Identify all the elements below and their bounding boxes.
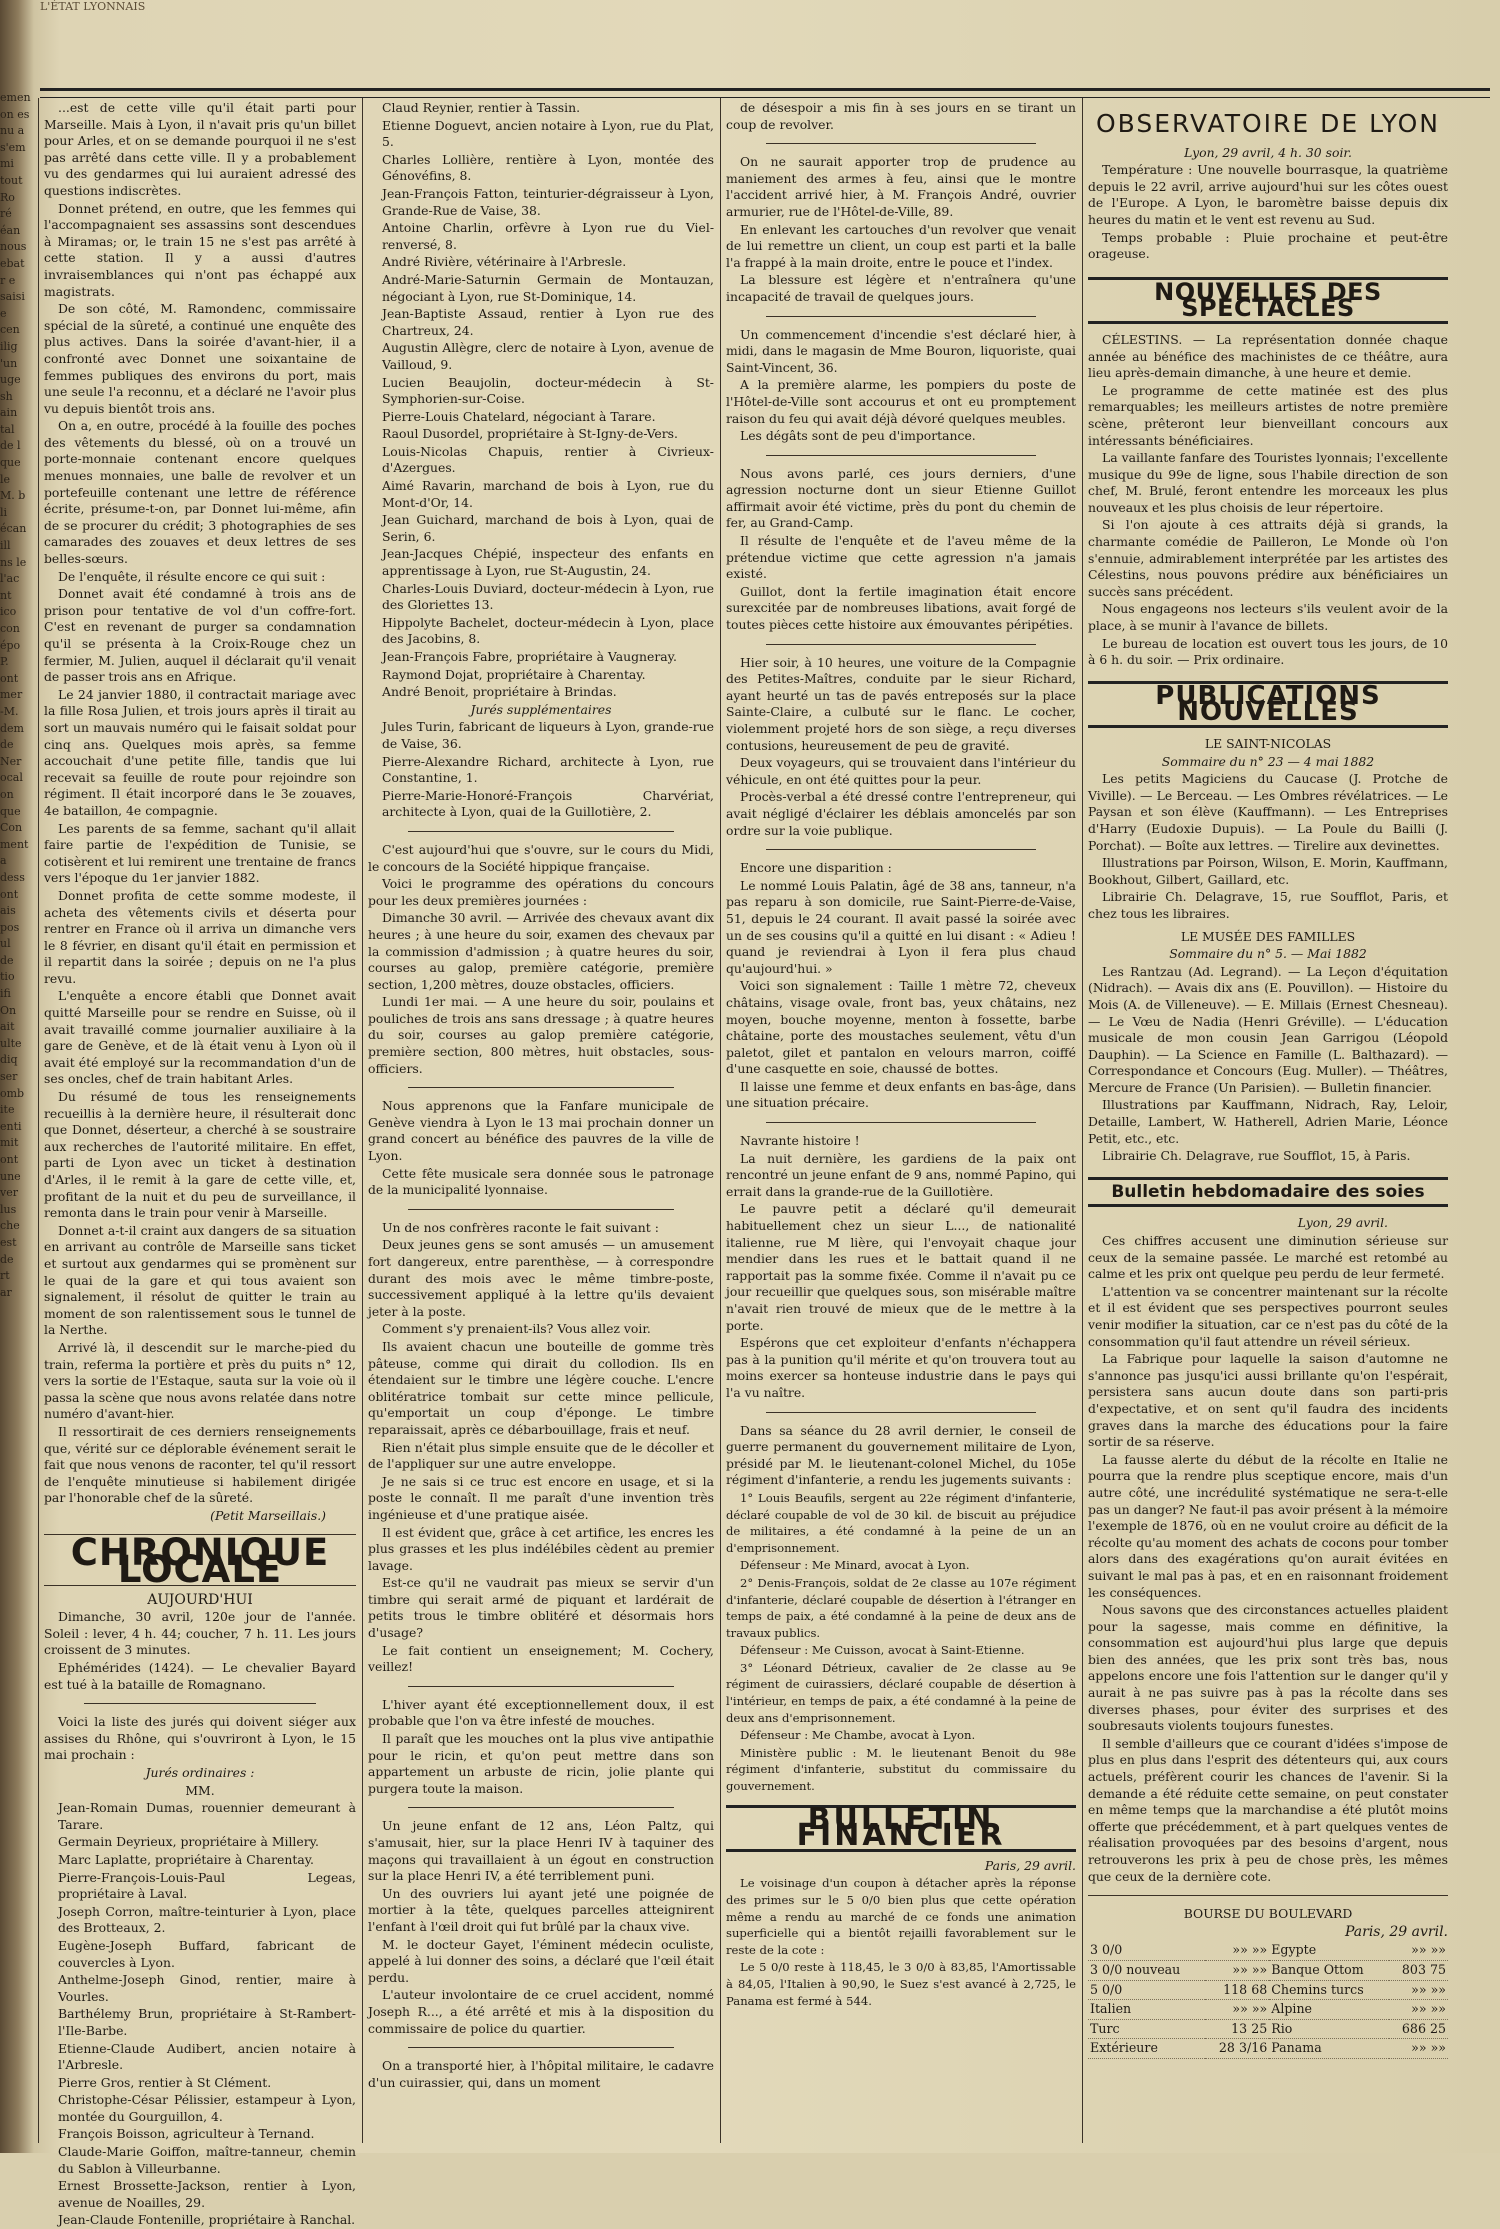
- bourse-row: [1088, 1960, 1448, 1980]
- paragraph: Le voisinage d'un coupon à détacher après la réponse des primes sur le 5 0/0 bien plus que cette opération même a rendu au marché de ce fonds une animation superficielle qui a bientôt rejailli favorablement sur le reste de la cote :: [726, 1876, 1076, 1957]
- paragraph: 3° Léonard Détrieux, cavalier de 2e classe au 9e régiment de cuirassiers, déclaré coupable de désertion à l'intérieur, en temps de paix, a été condamné à la peine de deux ans d'emprisonnement.: [726, 1660, 1076, 1725]
- paragraph: Les parents de sa femme, sachant qu'il allait faire partie de l'expédition de Tunisie, se cotisèrent et lui remirent une trentaine de francs vers l'époque du 1er janvier 1882.: [44, 820, 356, 886]
- paragraph: Librairie Ch. Delagrave, rue Soufflot, 15, à Paris.: [1102, 1148, 1411, 1164]
- paragraph: Donnet profita de cette somme modeste, il acheta des vêtements civils et déserta pour rentrer en France où il arriva un dimanche vers le 8 février, en disant qu'il était en permission et il repartit dans la soirée ; depuis on ne l'a plus revu.: [44, 887, 356, 986]
- juror-entry: Pierre-Alexandre Richard, architecte à Lyon, rue Constantine, 1.: [382, 753, 714, 786]
- left-edge-fragment: sh: [0, 389, 13, 403]
- soies-title: Bulletin hebdomadaire des soies: [1088, 1177, 1448, 1208]
- paragraph: Donnet a-t-il craint aux dangers de sa situation en arrivant au contrôle de Marseille sans ticket et surtout aux gendarmes qui se promènent sur le quai de la gare et qui tous avaient son signalement, il résolut de quitter le train au moment de son ralentissement sous le tunnel de la Nerthe.: [44, 1222, 356, 1338]
- bourse-cell: Banque Ottom: [1269, 1960, 1388, 1980]
- paragraph: Illustrations par Kauffmann, Nidrach, Ray, Leloir, Detaille, Lambert, W. Hatherell, Adrien Marie, Léonce Petit, etc., etc.: [1088, 1097, 1448, 1146]
- left-edge-fragment: que: [0, 456, 21, 470]
- left-edge-fragment: tio: [0, 970, 15, 984]
- bourse-cell: 28 3/16: [1205, 2039, 1270, 2059]
- left-edge-fragment: ont: [0, 671, 19, 685]
- column-rule: [362, 98, 363, 2143]
- left-edge-fragment: le: [0, 472, 11, 486]
- left-edge-fragment: saisi: [0, 290, 25, 304]
- divider: [1088, 1895, 1448, 1896]
- left-edge-fragment: épo: [0, 638, 21, 652]
- juror-entry: Eugène-Joseph Buffard, fabricant de couvercles à Lyon.: [58, 1937, 356, 1970]
- divider: [408, 1686, 674, 1687]
- divider: [408, 1087, 674, 1088]
- divider: [766, 1122, 1036, 1123]
- saint-nicolas-heading: LE SAINT-NICOLAS: [1204, 736, 1332, 751]
- left-edge-fragment: lus: [0, 1202, 17, 1216]
- juror-entry: Charles Lollière, rentière à Lyon, montée des Génovéfins, 8.: [382, 151, 714, 184]
- paragraph: Le 5 0/0 reste à 118,45, le 3 0/0 à 83,85, l'Amortissable à 84,05, l'Italien à 90,90, le Suez s'est avancé à 2,725, le Panama est fermé à 544.: [726, 1960, 1076, 2008]
- paragraph: Voici la liste des jurés qui doivent siéger aux assises du Rhône, qui s'ouvriront à Lyon, le 15 mai prochain :: [44, 1714, 356, 1763]
- paragraph: Comment s'y prenaient-ils? Vous allez voir.: [382, 1321, 651, 1337]
- bulletin-date: Paris, 29 avril.: [984, 1857, 1076, 1873]
- paragraph: Il ressortirait de ces derniers renseignements que, vérité sur ce déplorable événement serait le fait que nous venons de raconter, tel qu'il ressort de l'enquête minutieuse si habilement dirigée par l'honorable chef de la sûreté.: [44, 1423, 356, 1506]
- paragraph: Arrivé là, il descendit sur le marche-pied du train, referma la portière et près du puits n° 12, vers la sortie de l'Estaque, sauta sur la voie où il passa la scène que nous avons relatée dans notre numéro d'avant-hier.: [44, 1339, 356, 1422]
- bourse-row: [1088, 2019, 1448, 2039]
- paragraph: Ils avaient chacun une bouteille de gomme très pâteuse, comme qui dirait du collodion. Ils en étendaient sur le timbre une légère couche. L'encre oblitératrice tombait sur cette mince pellicule, qu'emportait un coup d'éponge. Le timbre reparaissait, après ce débarbouillage, frais et neuf.: [368, 1338, 714, 1437]
- bourse-cell: 803 75: [1389, 1960, 1448, 1980]
- source-signature: (Petit Marseillais.): [210, 1507, 326, 1523]
- paragraph: Nous avons parlé, ces jours derniers, d'une agression nocturne dont un sieur Etienne Guillot affirmait avoir été victime, près du pont du chemin de fer, au Grand-Camp.: [726, 465, 1076, 531]
- paragraph: L'enquête a encore établi que Donnet avait quitté Marseille pour se rendre en Suisse, où il avait travaillé comme journalier auxiliaire à la gare de Genève, et de là était venu à Lyon où il avait été employé sur la recommandation d'un de ses oncles, chef de train habitant Arles.: [44, 988, 356, 1087]
- left-edge-fragment: ser: [0, 1070, 18, 1084]
- paragraph: Température : Une nouvelle bourrasque, la quatrième depuis le 22 avril, arrive aujourd'hui sur les côtes ouest de l'Europe. A Lyon, le baromètre baisse depuis dix heures du matin et le vent est revenu au Sud.: [1088, 162, 1448, 227]
- left-edge-fragment: ebat: [0, 256, 25, 270]
- paragraph: Donnet avait été condamné à trois ans de prison pour tentative de vol d'un coffre-fort. C'est en revenant de purger sa condamnation qu'il se présenta à la Croix-Rouge chez un fermier, M. Julien, auquel il déclarait qu'il venait de passer trois ans en Afrique.: [44, 586, 356, 685]
- left-edge-fragment: pos: [0, 920, 20, 934]
- paragraph: Hier soir, à 10 heures, une voiture de la Compagnie des Petites-Maîtres, conduite par le sieur Richard, ayant heurté un tas de pavés entreposés sur la place Sainte-Claire, a culbuté sur le flanc. Le cocher, violemment projeté hors de son siège, a reçu diverses contusions, heureusement de peu de gravité.: [726, 654, 1076, 753]
- paragraph: Lundi 1er mai. — A une heure du soir, poulains et pouliches de trois ans sans dressage ; à quatre heures du soir, courses au galop première catégorie, première section, 800 mètres, huit obstacles, sous-officiers.: [368, 994, 714, 1076]
- left-edge-fragment: cen: [0, 323, 20, 337]
- juror-entry: Hippolyte Bachelet, docteur-médecin à Lyon, place des Jacobins, 8.: [382, 614, 714, 647]
- bourse-cell: 5 0/0: [1088, 1980, 1205, 2000]
- divider: [408, 1807, 674, 1808]
- divider: [84, 1703, 316, 1704]
- bourse-cell: »» »»: [1205, 2000, 1270, 2020]
- paragraph: Dimanche, 30 avril, 120e jour de l'année. Soleil : lever, 4 h. 44; coucher, 7 h. 11. Les jours croissent de 3 minutes.: [44, 1609, 356, 1658]
- paragraph: M. le docteur Gayet, l'éminent médecin oculiste, appelé à lui donner des soins, a déclaré que l'œil était perdu.: [368, 1936, 714, 1985]
- left-edge-fragment: li: [0, 505, 8, 519]
- juror-entry: Louis-Nicolas Chapuis, rentier à Civrieux-d'Azergues.: [382, 443, 714, 476]
- paragraph: Un de nos confrères raconte le fait suivant :: [382, 1219, 659, 1235]
- bourse-cell: Extérieure: [1088, 2039, 1205, 2059]
- bourse-cell: »» »»: [1389, 2000, 1448, 2020]
- paragraph: ...est de cette ville qu'il était parti pour Marseille. Mais à Lyon, il n'avait pris qu'un billet pour Arles, et on se demande pourquoi il ne s'est pas arrêté dans cette ville. Il y a probablement vu des gendarmes qui lui auraient adressé des questions indiscrètes.: [44, 100, 356, 198]
- juror-entry: Raoul Dusordel, propriétaire à St-Igny-de-Vers.: [382, 426, 678, 442]
- paragraph: Nous savons que des circonstances actuelles plaident pour la sagesse, mais comme en définitive, la consommation est aujourd'hui plus large que depuis bien des années, que les prix sont très bas, nous appelons encore une fois l'attention sur le danger qu'il y aurait à ne pas suivre pas à pas la récolte dans ses diverses phases, pour éviter des surprises et des soubresauts violents toujours funestes.: [1088, 1602, 1448, 1734]
- paragraph: Navrante histoire !: [740, 1133, 860, 1149]
- publications-title: PUBLICATIONS NOUVELLES: [1088, 681, 1448, 728]
- paragraph: Défenseur : Me Minard, avocat à Lyon.: [740, 1558, 970, 1573]
- left-edge-fragment: On: [0, 1003, 17, 1017]
- bourse-cell: Panama: [1269, 2039, 1388, 2059]
- bourse-row: [1088, 1941, 1448, 1960]
- column-1: [44, 100, 356, 2228]
- juror-entry: Raymond Dojat, propriétaire à Charentay.: [382, 666, 646, 682]
- left-edge-fragment: écan: [0, 522, 27, 536]
- left-edge-fragment: de: [0, 953, 14, 967]
- paragraph: Dans sa séance du 28 avril dernier, le conseil de guerre permanent du gouvernement militaire de Lyon, présidé par M. le lieutenant-colonel Michel, du 105e régiment d'infanterie, a rendu les jugements suivants :: [726, 1422, 1076, 1488]
- bourse-cell: »» »»: [1205, 1960, 1270, 1980]
- bourse-cell: Turc: [1088, 2019, 1205, 2039]
- juror-entry: Aimé Ravarin, marchand de bois à Lyon, rue du Mont-d'Or, 14.: [382, 478, 714, 510]
- paragraph: Le programme de cette matinée est des plus remarquables; les meilleurs artistes de notre première scène, prêteront leur bienveillant concours aux intéressants bénéficiaires.: [1088, 382, 1448, 448]
- bourse-cell: »» »»: [1389, 1941, 1448, 1960]
- mm-label: MM.: [185, 1782, 215, 1798]
- paragraph: 2° Denis-François, soldat de 2e classe au 107e régiment d'infanterie, déclaré coupable de désertion à l'étranger en temps de paix, a été condamné à la peine de deux ans de travaux publics.: [726, 1575, 1076, 1640]
- juror-entry: Germain Deyrieux, propriétaire à Millery.: [58, 1834, 319, 1850]
- left-edge-fragment: e: [0, 306, 7, 320]
- paragraph: C'est aujourd'hui que s'ouvre, sur le cours du Midi, le concours de la Société hippique française.: [368, 841, 714, 874]
- left-edge-fragment: ilig: [0, 339, 18, 353]
- left-edge-fragment: ico: [0, 605, 17, 619]
- paragraph: Les Rantzau (Ad. Legrand). — La Leçon d'équitation (Nidrach). — Avais dix ans (E. Pouvillon). — Histoire du Mois (A. de Villeneuve). — E. Millais (Ernest Chesneau). — Le Vœu de Nadia (Henri Gréville). — L'éducation musicale de mon cousin Jean Garrigou (Léopold Dauphin). — La Science en Famille (L. Balthazard). — Correspondance et Concours (Eug. Muller). — Théâtres, Mercure de France (Un Parisien). — Bulletin financier.: [1088, 963, 1448, 1095]
- bourse-cell: »» »»: [1205, 1941, 1270, 1960]
- left-edge-fragment: éan: [0, 223, 21, 237]
- paragraph: Défenseur : Me Cuisson, avocat à Saint-Etienne.: [740, 1643, 1025, 1658]
- bourse-cell: Chemins turcs: [1269, 1980, 1388, 2000]
- paragraph: Voici son signalement : Taille 1 mètre 72, cheveux châtains, visage ovale, front bas, yeux châtains, nez moyen, bouche moyenne, menton à fossette, barbe châtaine, porte des moustaches seulement, vêtu d'un paletot, gilet et pantalon en velours marron, coiffé d'une casquette en soie, chaussé de bottes.: [726, 978, 1076, 1077]
- paragraph: Défenseur : Me Chambe, avocat à Lyon.: [740, 1728, 976, 1743]
- observatoire-title: OBSERVATOIRE DE LYON: [1095, 109, 1441, 138]
- juror-entry: Anthelme-Joseph Ginod, rentier, maire à Vourles.: [58, 1972, 356, 2004]
- paragraph: Le pauvre petit a déclaré qu'il demeurait habituellement chez un sieur L..., de nationalité italienne, rue M lière, qui l'envoyait chaque jour mendier dans les rues et le battait quand il ne rapportait pas la somme fixée. Comme il n'avait pu ce jour recueillir que quelques sous, son misérable maître n'avait rien trouvé de mieux que de le mettre à la porte.: [726, 1201, 1076, 1333]
- left-edge-fragment: ul: [0, 937, 11, 951]
- bourse-cell: Rio: [1269, 2019, 1388, 2039]
- juror-entry: François Boisson, agriculteur à Ternand.: [58, 2126, 315, 2142]
- left-edge-column-fragment: [0, 90, 36, 2150]
- left-edge-fragment: nt: [0, 588, 12, 602]
- bourse-row: [1088, 2039, 1448, 2059]
- paragraph: Temps probable : Pluie prochaine et peut-être orageuse.: [1088, 229, 1448, 262]
- paragraph: Ces chiffres accusent une diminution sérieuse sur ceux de la semaine passée. Le marché est retombé au calme et les prix ont quelque peu perdu de leur fermeté.: [1088, 1233, 1448, 1282]
- left-edge-fragment: enti: [0, 1119, 22, 1133]
- left-edge-fragment: a: [0, 854, 7, 868]
- juror-entry: Christophe-César Pélissier, estampeur à Lyon, montée du Gourguillon, 4.: [58, 2092, 356, 2124]
- bourse-cell: Egypte: [1269, 1941, 1388, 1960]
- divider: [766, 1412, 1036, 1413]
- juror-entry: Etienne-Claude Audibert, ancien notaire à l'Arbresle.: [58, 2040, 356, 2073]
- bourse-date: Paris, 29 avril.: [1344, 1923, 1448, 1940]
- left-edge-fragment: r e: [0, 273, 16, 287]
- juror-entry: André Rivière, vétérinaire à l'Arbresle.: [382, 254, 627, 270]
- paragraph: Les petits Magiciens du Caucase (J. Protche de Viville). — Le Berceau. — Les Ombres révélatrices. — Le Paysan et son élève (Kauffmann). — Les Entreprises d'Harry (Eudoxie Dupuis). — La Poule du Bailli (J. Porchat). — Boîte aux lettres. — Tirelire aux devinettes.: [1088, 771, 1448, 853]
- paragraph: Est-ce qu'il ne vaudrait pas mieux se servir d'un timbre qui serait armé de piquant et lardérait de petits trous le timbre oblitéré et désormais hors d'usage?: [368, 1575, 714, 1641]
- left-edge-fragment: l'ac: [0, 572, 20, 586]
- juror-entry: Etienne Doguevt, ancien notaire à Lyon, rue du Plat, 5.: [382, 117, 714, 150]
- juror-entry: Jean-Baptiste Assaud, rentier à Lyon rue des Chartreux, 24.: [382, 306, 714, 338]
- left-edge-fragment: ill: [0, 539, 11, 553]
- juror-entry: Jean-François Fatton, teinturier-dégraisseur à Lyon, Grande-Rue de Vaise, 38.: [382, 185, 714, 218]
- bourse-cell: 118 68: [1205, 1980, 1270, 2000]
- left-edge-fragment: tal: [0, 422, 15, 436]
- paragraph: Librairie Ch. Delagrave, 15, rue Soufflot, Paris, et chez tous les libraires.: [1088, 889, 1448, 921]
- juror-entry: Jules Turin, fabricant de liqueurs à Lyon, grande-rue de Vaise, 36.: [382, 719, 714, 751]
- juror-entry: Marc Laplatte, propriétaire à Charentay.: [58, 1851, 314, 1867]
- paragraph: Espérons que cet exploiteur d'enfants n'échappera pas à la punition qu'il mérite et qu'on trouvera tout au moins exercer sa honteuse industrie dans le pays qui l'a vu naître.: [726, 1335, 1076, 1400]
- paragraph: Il paraît que les mouches ont la plus vive antipathie pour le ricin, et qu'on peut mettre dans son appartement un arbuste de ricin, jolie plante qui purgera toute la maison.: [368, 1731, 714, 1796]
- paragraph: de désespoir a mis fin à ses jours en se tirant un coup de revolver.: [726, 100, 1076, 132]
- left-edge-fragment: emen: [0, 91, 31, 104]
- divider: [408, 831, 674, 832]
- paragraph: L'attention va se concentrer maintenant sur la récolte et il est évident que ses perspectives pourront seules venir modifier la situation, car ce n'est pas du côté de la consommation qu'il faut attendre un réveil sérieux.: [1088, 1283, 1448, 1349]
- paragraph: Donnet prétend, en outre, que les femmes qui l'accompagnaient ses assassins sont descendues à Miramas; or, le train 15 ne s'est pas arrêté à cette station. Il y a aussi d'autres invraisemblances qui n'ont pas échappé aux magistrats.: [44, 200, 356, 299]
- jures-ordinaires-heading: Jurés ordinaires :: [145, 1765, 255, 1780]
- bourse-cell: Alpine: [1269, 2000, 1388, 2020]
- left-edge-fragment: on es: [0, 107, 30, 121]
- juror-entry: Pierre-François-Louis-Paul Legeas, propriétaire à Laval.: [58, 1869, 356, 1902]
- paragraph: 1° Louis Beaufils, sergent au 22e régiment d'infanterie, déclaré coupable de vol de 30 kil. de biscuit au préjudice de militaires, a été condamné à la peine de un an d'emprisonnement.: [726, 1490, 1076, 1555]
- paragraph: La blessure est légère et n'entraînera qu'une incapacité de travail de quelques jours.: [726, 272, 1076, 304]
- bulletin-financier-title: BULLETIN FINANCIER: [726, 1805, 1076, 1852]
- paragraph: Deux voyageurs, qui se trouvaient dans l'intérieur du véhicule, en ont été quittes pour la peur.: [726, 755, 1076, 787]
- left-edge-fragment: dem: [0, 721, 24, 735]
- juror-entry: Pierre Gros, rentier à St Clément.: [58, 2074, 272, 2090]
- paragraph: Le 24 janvier 1880, il contractait mariage avec la fille Rosa Julien, et trois jours après il tirait au sort un mauvais numéro qui le faisait soldat pour cinq ans. Quelques mois après, sa femme accouchait d'une petite fille, tandis que lui recevait sa feuille de route pour rejoindre son régiment. Il était incorporé dans le 3e zouaves, 4e bataillon, 4e compagnie.: [44, 686, 356, 818]
- left-edge-fragment: Con: [0, 821, 23, 835]
- paragraph: La nuit dernière, les gardiens de la paix ont rencontré un jeune enfant de 9 ans, nommé Papino, qui errait dans la grande-rue de la Guillotière.: [726, 1150, 1076, 1199]
- left-edge-fragment: Ner: [0, 754, 22, 768]
- column-2: [368, 100, 714, 2140]
- left-edge-fragment: ar: [0, 1285, 12, 1299]
- left-edge-fragment: che: [0, 1219, 20, 1233]
- bourse-cell: »» »»: [1389, 1980, 1448, 2000]
- bourse-cell: 3 0/0: [1088, 1941, 1205, 1960]
- left-edge-fragment: on: [0, 787, 14, 801]
- paragraph: Illustrations par Poirson, Wilson, E. Morin, Kauffmann, Bookhout, Gilbert, Gaillard, etc.: [1088, 855, 1448, 887]
- left-edge-fragment: M. b: [0, 489, 26, 503]
- musee-familles-heading: LE MUSÉE DES FAMILLES: [1180, 928, 1356, 944]
- soies-date: Lyon, 29 avril.: [1297, 1215, 1388, 1231]
- paragraph: On a transporté hier, à l'hôpital militaire, le cadavre d'un cuirassier, qui, dans un moment: [368, 2058, 714, 2090]
- paragraph: La Fabrique pour laquelle la saison d'automne ne s'annonce pas jusqu'ici aussi brillante qu'on l'espérait, persistera sans aucun doute dans son parti-pris d'expectative, et on sent qu'il faudra des incidents graves dans la marche des éducations pour la faire sortir de sa réserve.: [1088, 1351, 1448, 1450]
- juror-entry: Charles-Louis Duviard, docteur-médecin à Lyon, rue des Gloriettes 13.: [382, 580, 714, 613]
- left-edge-fragment: est: [0, 1235, 17, 1249]
- left-edge-fragment: nu a: [0, 124, 25, 138]
- juror-entry: Pierre-Marie-Honoré-François Charvériat, architecte à Lyon, quai de la Guillotière, 2.: [382, 787, 714, 820]
- bourse-title: BOURSE DU BOULEVARD: [1183, 1906, 1353, 1922]
- left-edge-fragment: con: [0, 622, 20, 635]
- left-edge-fragment: mi: [0, 157, 14, 171]
- juror-entry: Ernest Brossette-Jackson, rentier à Lyon, avenue de Noailles, 29.: [58, 2178, 356, 2210]
- paragraph: Il semble d'ailleurs que ce courant d'idées s'impose de plus en plus dans l'esprit des détenteurs qui, aux cours actuels, préfèrent courir les chances de l'avenir. Si la demande a été réduite cette semaine, on peut constater en même temps que la marchandise a été plutôt moins offerte que précédemment, et à part quelques ventes de réalisation provoquées par des besoins d'argent, nous retrouverons les prix à peu de chose près, les mêmes que ceux de la dernière cote.: [1088, 1735, 1448, 1884]
- left-edge-fragment: ont: [0, 1153, 19, 1166]
- paragraph: Un commencement d'incendie s'est déclaré hier, à midi, dans le magasin de Mme Bouron, liquoriste, quai Saint-Vincent, 36.: [726, 326, 1076, 375]
- left-edge-fragment: de: [0, 738, 14, 752]
- left-edge-fragment: de: [0, 1252, 14, 1266]
- sommaire-heading: Sommaire du n° 23 — 4 mai 1882: [1161, 753, 1375, 769]
- paragraph: En enlevant les cartouches d'un revolver que venait de lui remettre un client, un coup est parti et la balle l'a frappé à la main droite, entre le pouce et l'index.: [726, 221, 1076, 270]
- paragraph: De l'enquête, il résulte encore ce qui suit :: [58, 568, 326, 584]
- spectacles-title: NOUVELLES DES SPECTACLES: [1088, 277, 1448, 324]
- paragraph: Un jeune enfant de 12 ans, Léon Paltz, qui s'amusait, hier, sur la place Henri IV à taquiner des maçons qui travaillaient à un égout en construction sur la place Henri IV, a été terriblement puni.: [368, 1818, 714, 1884]
- juror-entry: Antoine Charlin, orfèvre à Lyon rue du Viel-renversé, 8.: [382, 220, 714, 252]
- left-edge-fragment: dess: [0, 870, 25, 884]
- observatoire-date: Lyon, 29 avril, 4 h. 30 soir.: [1184, 144, 1352, 160]
- juror-entry: Jean-Jacques Chépié, inspecteur des enfants en apprentissage à Lyon, rue St-Augustin, 24.: [382, 546, 714, 579]
- paragraph: Procès-verbal a été dressé contre l'entrepreneur, qui avait négligé d'éclairer les déblais amoncelés par son ordre sur la voie publique.: [726, 789, 1076, 838]
- paragraph: Deux jeunes gens se sont amusés — un amusement fort dangereux, entre parenthèse, — à correspondre durant des mois avec le même timbre-poste, successivement appliqué à la lettre qu'ils devaient jeter à la poste.: [368, 1237, 714, 1319]
- left-edge-fragment: rt: [0, 1269, 10, 1283]
- jures-supplementaires-heading: Jurés supplémentaires: [470, 701, 612, 717]
- juror-entry: André Benoit, propriétaire à Brindas.: [382, 684, 617, 700]
- paragraph: L'auteur involontaire de ce cruel accident, nommé Joseph R..., a été arrêté et mis à la disposition du commissaire de police du quartier.: [368, 1987, 714, 2036]
- aujourdhui-heading: AUJOURD'HUI: [147, 1591, 253, 1608]
- paragraph: De son côté, M. Ramondenc, commissaire spécial de la sûreté, a continué une enquête des plus actives. Dans la soirée d'avant-hier, il a confronté avec Donnet une soixantaine de femmes publiques des environs du port, mais une seule l'a reconnu, et a déclaré ne l'avoir plus vu depuis bientôt trois ans.: [44, 301, 356, 416]
- left-edge-fragment: tout: [0, 173, 23, 187]
- left-edge-fragment: ns le: [0, 555, 27, 569]
- paragraph: Le fait contient un enseignement; M. Cochery, veillez!: [368, 1642, 714, 1675]
- left-edge-fragment: ont: [0, 887, 19, 901]
- left-edge-fragment: ain: [0, 406, 18, 420]
- left-edge-fragment: que: [0, 804, 21, 818]
- column-rule: [720, 98, 721, 2143]
- left-edge-fragment: de l: [0, 439, 21, 453]
- divider: [766, 455, 1036, 456]
- juror-entry: Pierre-Louis Chatelard, négociant à Tarare.: [382, 408, 656, 424]
- page-header-strip: L'ÉTAT LYONNAIS: [40, 0, 146, 13]
- left-edge-fragment: ver: [0, 1186, 18, 1200]
- paragraph: Rien n'était plus simple ensuite que de le décoller et de l'appliquer sur une autre enveloppe.: [368, 1439, 714, 1472]
- left-edge-fragment: s'em: [0, 140, 26, 154]
- jures-list-continued: [368, 100, 714, 701]
- juror-entry: André-Marie-Saturnin Germain de Montauzan, négociant à Lyon, rue St-Dominique, 14.: [382, 271, 714, 304]
- left-edge-fragment: une: [0, 1169, 21, 1183]
- bourse-row: [1088, 2000, 1448, 2020]
- sommaire-heading: Sommaire du n° 5. — Mai 1882: [1169, 946, 1367, 962]
- paragraph: Encore une disparition :: [740, 860, 892, 876]
- paragraph: Nous apprenons que la Fanfare municipale de Genève viendra à Lyon le 13 mai prochain donner un grand concert au bénéfice des pauvres de la ville de Lyon.: [368, 1098, 714, 1164]
- juror-entry: Joseph Corron, maître-teinturier à Lyon, place des Brotteaux, 2.: [58, 1903, 356, 1936]
- left-edge-fragment: P.: [0, 655, 9, 669]
- left-edge-fragment: nous: [0, 240, 27, 254]
- paragraph: Ephémérides (1424). — Le chevalier Bayard est tué à la bataille de Romagnano.: [44, 1660, 356, 1692]
- left-edge-fragment: ré: [0, 207, 12, 221]
- paragraph: On ne saurait apporter trop de prudence au maniement des armes à feu, ainsi que le montre l'accident arrivé hier, à M. François André, ouvrier armurier, rue de l'Hôtel-de-Ville, 89.: [726, 154, 1076, 219]
- jures-supplementaires-list: [368, 719, 714, 821]
- bourse-cell: 686 25: [1389, 2019, 1448, 2039]
- top-rule: [40, 88, 1490, 98]
- paragraph: Le bureau de location est ouvert tous les jours, de 10 à 6 h. du soir. — Prix ordinaire.: [1088, 635, 1448, 668]
- paragraph: Du résumé de tous les renseignements recueillis à la dernière heure, il résulterait donc que Donnet, déserteur, a cherché à se soustraire aux recherches de l'autorité militaire. En effet, parti de Lyon avec un ticket à destination d'Arles, il le remit à la gare de cette ville, et, profitant de la nuit et du peu de surveillance, il remonta dans le train pour venir à Marseille.: [44, 1089, 356, 1221]
- paragraph: Guillot, dont la fertile imagination était encore surexcitée par de nombreuses libations, avait forgé de toutes pièces cette histoire aux émouvantes péripéties.: [726, 583, 1076, 633]
- juror-entry: Augustin Allègre, clerc de notaire à Lyon, avenue de Vailloud, 9.: [382, 340, 714, 372]
- left-edge-fragment: 'un: [0, 356, 18, 370]
- divider: [408, 2047, 674, 2048]
- juror-entry: Lucien Beaujolin, docteur-médecin à St-Symphorien-sur-Coise.: [382, 374, 714, 407]
- paragraph: Il laisse une femme et deux enfants en bas-âge, dans une situation précaire.: [726, 1078, 1076, 1111]
- paragraph: Il résulte de l'enquête et de l'aveu même de la prétendue victime que cette agression n'a jamais existé.: [726, 533, 1076, 582]
- left-edge-fragment: Ro: [0, 190, 15, 204]
- column-rule: [1082, 98, 1083, 2143]
- paragraph: Il est évident que, grâce à cet artifice, les encres les plus grasses et les plus indélébiles cèdent au premier lavage.: [368, 1524, 714, 1573]
- paragraph: Ministère public : M. le lieutenant Benoit du 98e régiment d'infanterie, substitut du commissaire du gouvernement.: [726, 1745, 1076, 1794]
- bourse-cell: 3 0/0 nouveau: [1088, 1960, 1205, 1980]
- paragraph: La fausse alerte du début de la récolte en Italie ne pourra que la rendre plus sceptique encore, mais d'un autre côté, une incrédulité systématique ne sera-t-elle pas un danger? Ne faut-il pas avoir présent à la mémoire l'exemple de 1876, où en ne voulut croire au déficit de la récolte qu'au moment des achats de cocons pour tomber alors dans des exagérations qu'on aurait évitées en suivant le mal pas à pas, et en en raisonnant froidement les conséquences.: [1088, 1451, 1448, 1600]
- left-edge-fragment: diq: [0, 1053, 18, 1067]
- left-edge-fragment: ais: [0, 904, 16, 918]
- paragraph: Je ne sais si ce truc est encore en usage, et si la poste le connaît. Il me paraît d'une invention très ingénieuse et d'une pratique aisée.: [368, 1473, 714, 1522]
- divider: [408, 1209, 674, 1210]
- juror-entry: Claude-Marie Goiffon, maître-tanneur, chemin du Sablon à Villeurbanne.: [58, 2144, 356, 2176]
- paragraph: Nous engageons nos lecteurs s'ils veulent avoir de la place, à se munir à l'avance de billets.: [1088, 601, 1448, 634]
- bourse-cell: Italien: [1088, 2000, 1205, 2020]
- juror-entry: Jean Guichard, marchand de bois à Lyon, quai de Serin, 6.: [382, 512, 714, 544]
- chronique-locale-title: CHRONIQUE LOCALE: [70, 1531, 330, 1592]
- bourse-row: [1088, 1980, 1448, 2000]
- juror-entry: Barthélemy Brun, propriétaire à St-Rambert-l'Ile-Barbe.: [58, 2006, 356, 2038]
- left-edge-fragment: mit: [0, 1136, 19, 1150]
- paragraph: Les dégâts sont de peu d'importance.: [740, 428, 976, 444]
- juror-entry: Jean-Claude Fontenille, propriétaire à Ranchal.: [58, 2212, 356, 2228]
- paragraph: CÉLESTINS. — La représentation donnée chaque année au bénéfice des machinistes de ce théâtre, aura lieu après-demain dimanche, à une heure et demie.: [1088, 331, 1448, 381]
- juror-entry: Jean-Romain Dumas, rouennier demeurant à Tarare.: [58, 1800, 356, 1832]
- paragraph: A la première alarme, les pompiers du poste de l'Hôtel-de-Ville sont accourus et ont eu promptement raison du feu qui avait déjà dévoré quelques meubles.: [726, 377, 1076, 426]
- bourse-cell: »» »»: [1389, 2039, 1448, 2059]
- juror-entry: Claud Reynier, rentier à Tassin.: [382, 100, 581, 115]
- paragraph: L'hiver ayant été exceptionnellement doux, il est probable que l'on va être infesté de mouches.: [368, 1696, 714, 1729]
- paragraph: Un des ouvriers lui ayant jeté une poignée de mortier à la tête, quelques parcelles atteignirent l'enfant à l'œil droit qui fut brûlé par la chaux vive.: [368, 1885, 714, 1934]
- left-edge-fragment: ifi: [0, 987, 11, 1001]
- juror-entry: Jean-François Fabre, propriétaire à Vaugneray.: [382, 649, 677, 664]
- paragraph: Le nommé Louis Palatin, âgé de 38 ans, tanneur, n'a pas reparu à son domicile, rue Saint-Pierre-de-Vaise, 51, depuis le 24 courant. Il avait passé la soirée avec un de ses cousins qu'il a quitté en lui disant : « Adieu ! quand je reviendrai à Lyon il fera plus chaud qu'aujourd'hui. »: [726, 877, 1076, 976]
- column-4: [1088, 100, 1448, 2140]
- paragraph: La vaillante fanfare des Touristes lyonnais; l'excellente musique du 99e de ligne, sous l'habile direction de son chef, M. Brulé, feront entendre les morceaux les plus nouveaux et les plus choisis de leur répertoire.: [1088, 450, 1448, 515]
- left-edge-fragment: omb: [0, 1086, 25, 1100]
- left-edge-fragment: -M.: [0, 704, 19, 718]
- left-edge-fragment: mer: [0, 688, 23, 702]
- column-3: [726, 100, 1076, 2140]
- divider: [766, 849, 1036, 850]
- left-edge-fragment: ulte: [0, 1036, 22, 1050]
- paragraph: Voici le programme des opérations du concours pour les deux premières journées :: [368, 876, 714, 908]
- left-edge-fragment: ite: [0, 1103, 15, 1117]
- paragraph: Dimanche 30 avril. — Arrivée des chevaux avant dix heures ; à une heure du soir, examen des chevaux par la commission d'admission ; à quatre heures du soir, courses au galop, première catégorie, première section, 1,200 mètres, douze obstacles, officiers.: [368, 910, 714, 992]
- paragraph: On a, en outre, procédé à la fouille des poches des vêtements du blessé, où on a trouvé un porte-monnaie contenant encore quelques menues monnaies, une balle de revolver et un portefeuille contenant une lettre de référence écrite, présume-t-on, par Donnet lui-même, afin de se procurer du crédit; 3 photographies de ses camarades des zouaves et deux lettres de ses belles-sœurs.: [44, 418, 356, 567]
- divider: [766, 316, 1036, 317]
- bourse-cell: 13 25: [1205, 2019, 1270, 2039]
- left-edge-fragment: ait: [0, 1020, 15, 1034]
- bourse-table: [1088, 1941, 1448, 2059]
- divider: [766, 644, 1036, 645]
- left-edge-fragment: ment: [0, 837, 29, 851]
- left-edge-fragment: uge: [0, 373, 21, 387]
- column-rule: [38, 98, 39, 2143]
- divider: [766, 143, 1036, 144]
- jures-list: [44, 1800, 356, 2229]
- paragraph: Cette fête musicale sera donnée sous le patronage de la municipalité lyonnaise.: [368, 1165, 714, 1198]
- paragraph: Si l'on ajoute à ces attraits déjà si grands, la charmante comédie de Pailleron, Le Monde où l'on s'ennuie, admirablement interprétée par les artistes des Célestins, nous pouvons prédire aux bénéficiaires un succès sans précédent.: [1088, 517, 1448, 599]
- left-edge-fragment: ocal: [0, 771, 23, 785]
